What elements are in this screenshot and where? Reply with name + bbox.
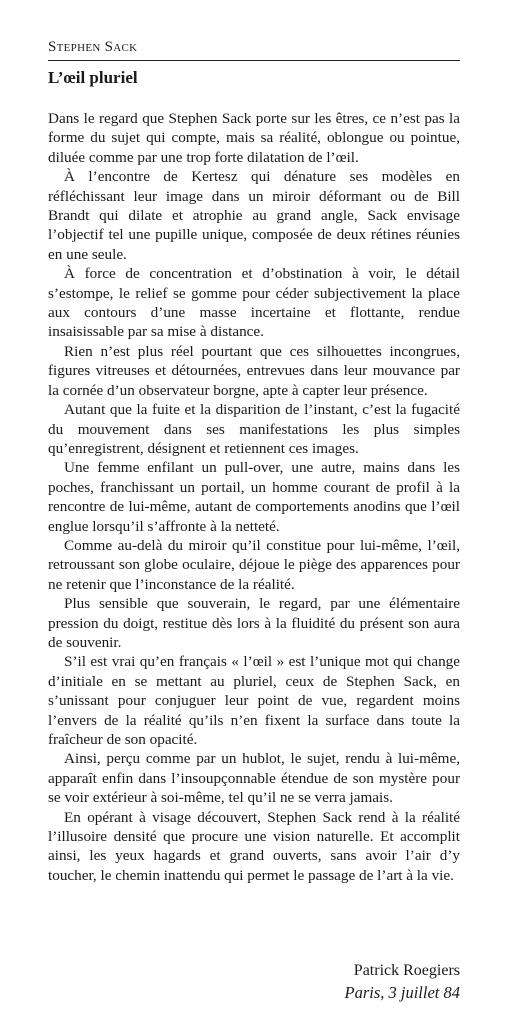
paragraph: Autant que la fuite et la disparition de l’instant, c’est la fugacité du mouvement dans ses manifestations les plus simples qu’enregistrent, désignent et retiennent ces images. <box>48 401 460 457</box>
article-title: L’œil pluriel <box>48 68 138 87</box>
header-rule <box>48 60 460 61</box>
paragraph: À force de concentration et d’obstination à voir, le détail s’estompe, le relief se gomme pour céder subjectivement la place aux contours d’une masse incertaine et flottante, rendue insaisissable par sa mise à distance. <box>48 265 460 341</box>
paragraph: Rien n’est plus réel pourtant que ces silhouettes incongrues, figures vitreuses et détournées, entrevues dans leur mouvance par la cornée d’un observateur borgne, apte à capter leur présence. <box>48 342 460 399</box>
paragraph: Une femme enfilant un pull-over, une autre, mains dans les poches, franchissant un portail, un homme courant de profil à la rencontre de lui-même, autant de comportements anodins que l’œil englue lorsqu’il s’affronte à la netteté. <box>48 459 460 535</box>
section-label: Stephen Sack <box>48 39 138 55</box>
paragraph: Plus sensible que souverain, le regard, par une élémentaire pression du doigt, restitue dès lors à la fluidité du présent son aura de souvenir. <box>48 595 460 651</box>
paragraph: S’il est vrai qu’en français « l’œil » est l’unique mot qui change d’initiale en se mettant au pluriel, ceux de Stephen Sack, en s’unissant pour conjuguer leur point de vue, regardent moins l’envers de la réalité qu’ils n’en fixent la surface dans toute la fraîcheur de son opacité. <box>48 653 460 748</box>
paragraph: À l’encontre de Kertesz qui dénature ses modèles en réfléchissant leur image dans un miroir déformant ou de Bill Brandt qui dilate et atrophie au grand angle, Sack envisage l’objectif tel une pupille unique, composée de deux rétines réunies en une seule. <box>48 168 460 263</box>
author-name: Patrick Roegiers <box>353 962 460 979</box>
article <box>48 38 460 885</box>
paragraph: Dans le regard que Stephen Sack porte sur les êtres, ce n’est pas la forme du sujet qui compte, mais sa réalité, oblongue ou pointue, diluée comme par une trop forte dilatation de l’œil. <box>48 110 460 166</box>
article-body <box>48 109 460 885</box>
paragraph: En opérant à visage découvert, Stephen Sack rend à la réalité l’illusoire densité que procure une vision naturelle. Et accomplit ainsi, les yeux hagards et grand ouverts, sans avoir l’air d’y toucher, le chemin inattendu qui permet le passage de l’art à la vie. <box>48 808 460 884</box>
place-date: Paris, 3 juillet 84 <box>344 983 460 1002</box>
paragraph: Comme au-delà du miroir qu’il constitue pour lui-même, l’œil, retroussant son globe oculaire, déjoue le piège des apparences pour ne retenir que l’inconstance de la réalité. <box>48 536 460 593</box>
signature <box>345 960 461 1004</box>
paragraph: Ainsi, perçu comme par un hublot, le sujet, rendu à lui-même, apparaît enfin dans l’insoupçonnable étendue de son mystère pour se voir extérieur à soi-même, tel qu’il ne se verra jamais. <box>48 750 460 807</box>
